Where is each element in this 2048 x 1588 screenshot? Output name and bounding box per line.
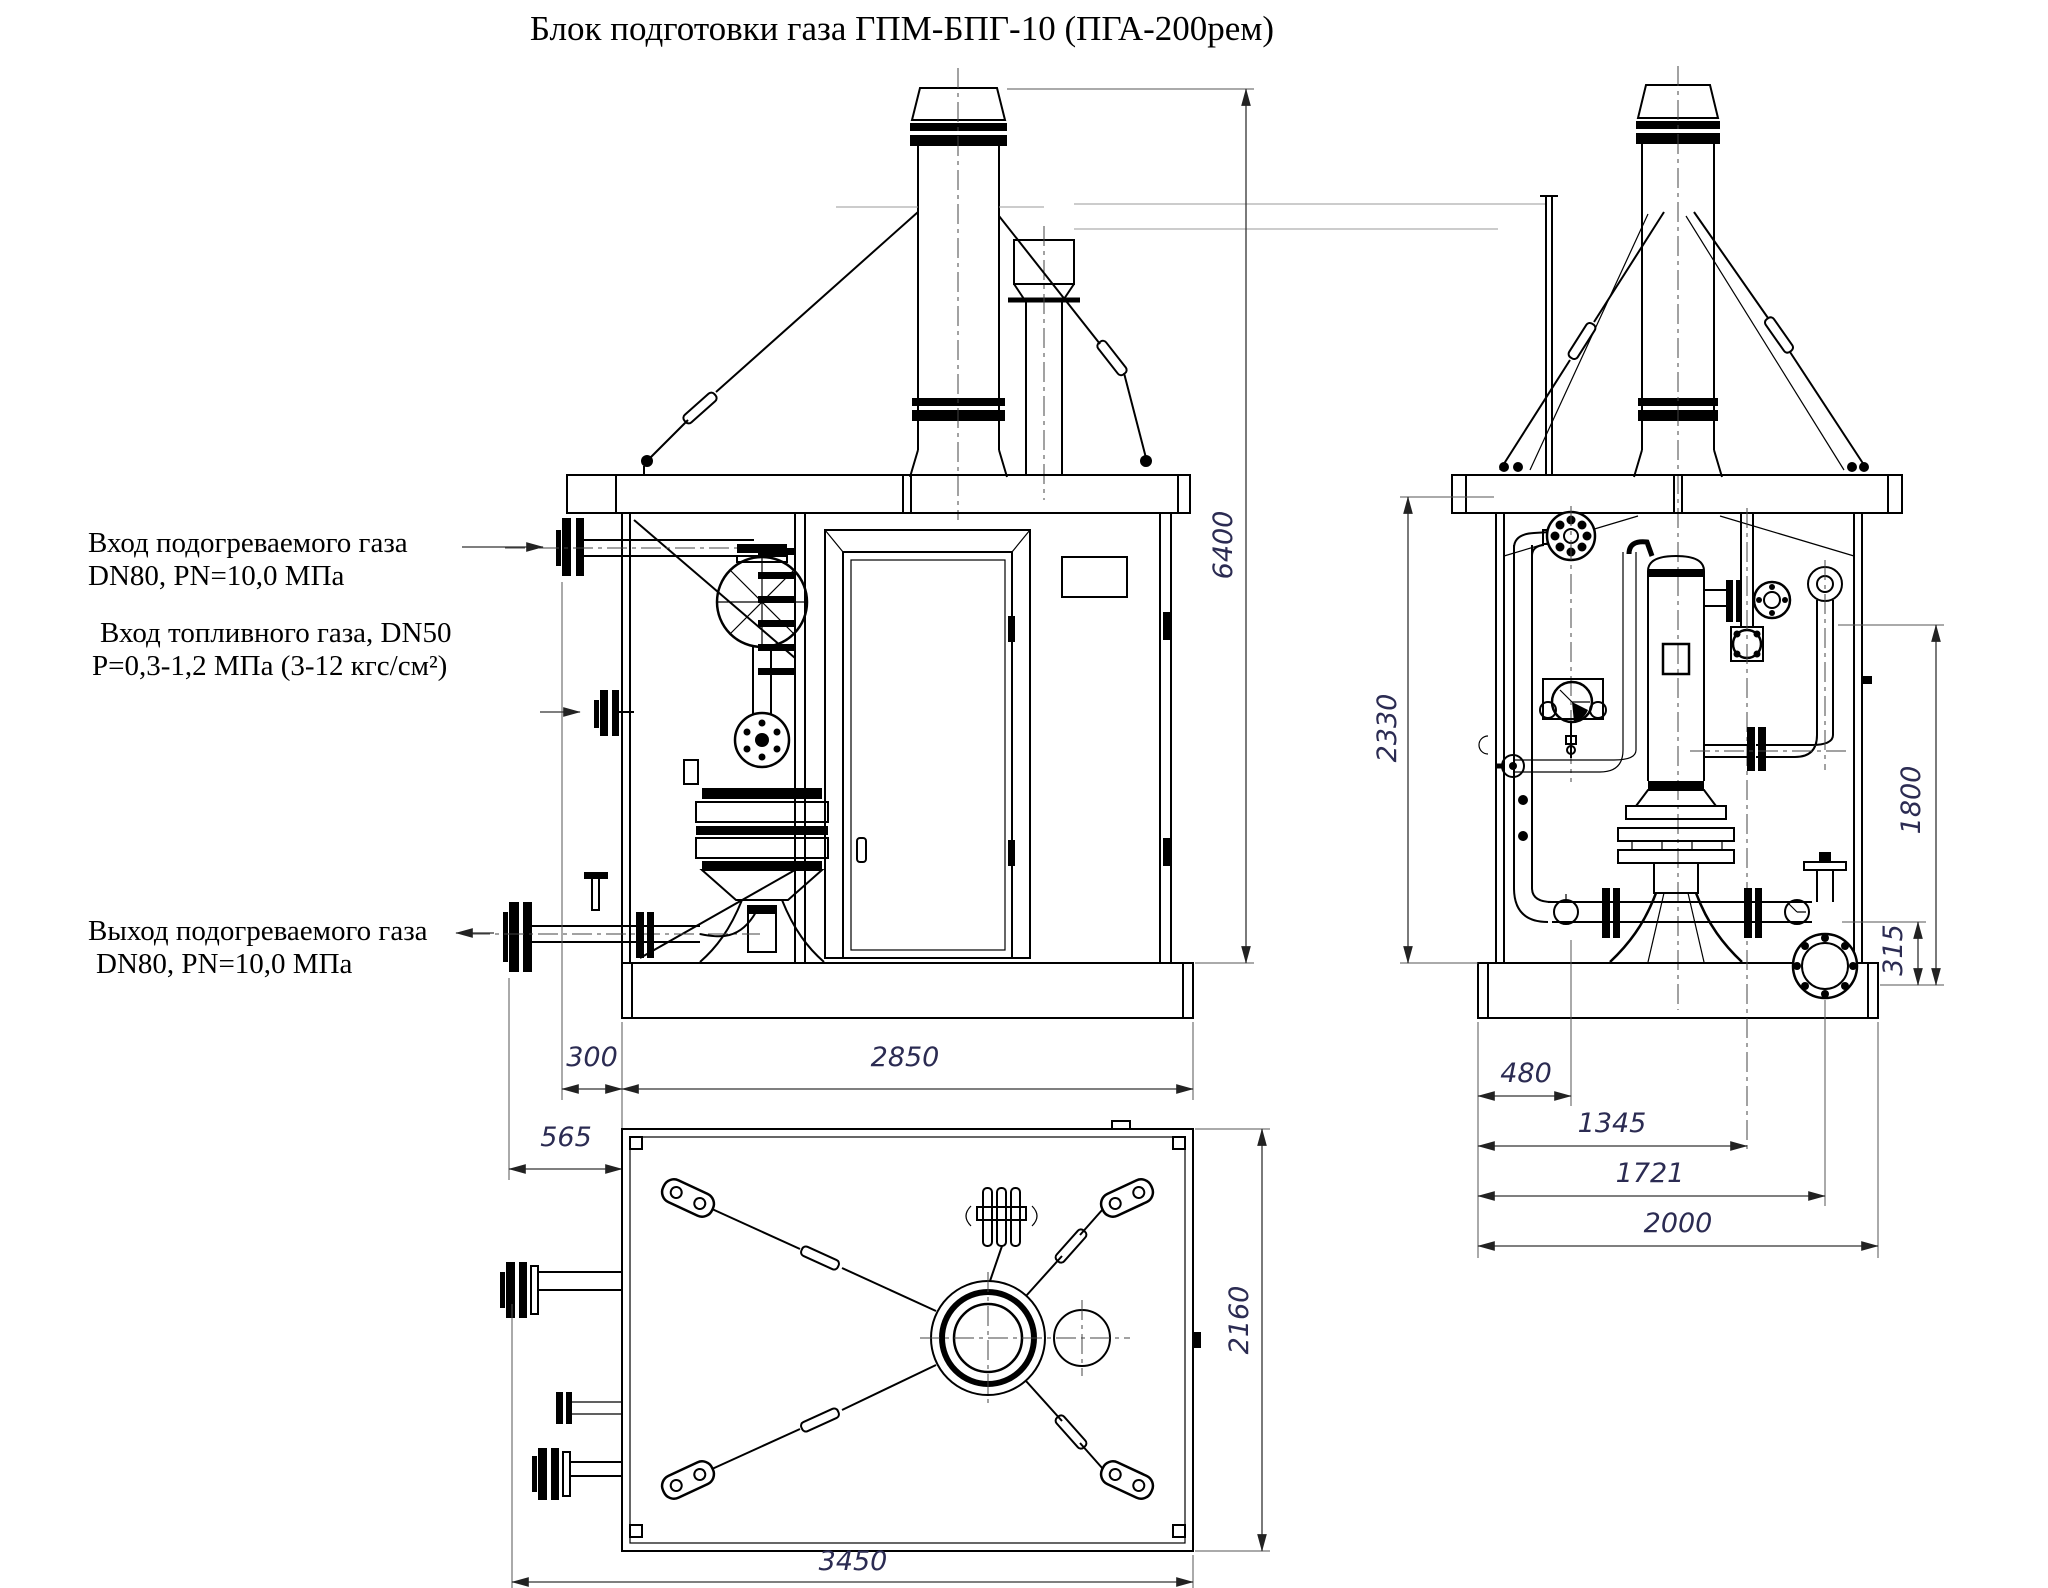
front-lifting-slings: [641, 212, 1152, 475]
side-lifting-beam: [1452, 475, 1902, 513]
front-inlet-flange: [505, 518, 770, 576]
side-lifting-slings: [1499, 196, 1869, 544]
dim-plan-depth: 2160: [1224, 1285, 1255, 1355]
dim-side-skid-width: 2000: [1643, 1208, 1713, 1239]
dim-front-outlet-offset: 565: [540, 1122, 592, 1153]
label-fuel-line2: Р=0,3-1,2 МПа (3-12 кгс/см²): [92, 650, 448, 682]
front-sign-plate: [1062, 557, 1127, 597]
side-chimney: [1634, 66, 1722, 1010]
side-bottom-manifold: [1548, 852, 1857, 998]
side-vent-pipe: [1497, 542, 1652, 777]
plan-pulley-block: [966, 1188, 1037, 1281]
plan-view: [500, 1121, 1270, 1588]
dim-side-pipe-offset: 1345: [1577, 1108, 1647, 1139]
side-pressure-gauge: [1540, 679, 1606, 758]
front-separator: [684, 760, 828, 962]
dim-front-inlet-offset: 300: [566, 1042, 618, 1073]
plan-left-flanges: [500, 1262, 622, 1500]
dim-side-pipe-height: 1800: [1896, 765, 1927, 835]
plan-lug-bl: [658, 1458, 717, 1503]
door-handle: [857, 838, 866, 862]
side-dims: [1372, 497, 1944, 1258]
plan-lug-tr: [1097, 1176, 1156, 1221]
front-door: [825, 530, 1030, 958]
front-base-skid: [622, 963, 1193, 1018]
dim-side-gauge-offset: 480: [1500, 1058, 1552, 1089]
front-view: [470, 68, 1546, 1180]
drawing-title: Блок подготовки газа ГПМ-БПГ-10 (ПГА-200рем): [529, 9, 1275, 48]
dim-overall-height: 6400: [1208, 510, 1239, 580]
side-frame: [1479, 513, 1872, 963]
front-lifting-beam: [567, 475, 1190, 513]
front-exhaust-pipe: [1008, 226, 1080, 500]
label-outlet-line1: Выход подогреваемого газа: [88, 915, 428, 947]
front-fuel-flange: [594, 690, 634, 736]
label-outlet-line2: DN80, PN=10,0 МПа: [96, 948, 353, 980]
dim-plan-length: 3450: [818, 1546, 888, 1577]
front-chimney: [910, 68, 1007, 520]
dim-side-valve-offset: 1721: [1615, 1158, 1685, 1189]
plan-lug-br: [1097, 1458, 1156, 1503]
plan-dims: [512, 1129, 1270, 1588]
side-view: [1372, 66, 1944, 1258]
side-door-handle: [1479, 736, 1488, 754]
dim-overall-height-group: [1007, 89, 1254, 963]
dim-front-base-length: 2850: [870, 1042, 940, 1073]
plan-chimney-opening: [920, 1272, 1130, 1404]
front-outlet-flange: [470, 872, 760, 972]
dim-side-frame-height: 2330: [1372, 693, 1403, 763]
label-inlet-line1: Вход подогреваемого газа: [88, 527, 408, 559]
front-equipment-bay: [634, 513, 805, 963]
plan-lug-tl: [658, 1176, 717, 1221]
label-fuel-line1: Вход топливного газа, DN50: [100, 617, 452, 649]
label-inlet-line2: DN80, PN=10,0 МПа: [88, 560, 345, 592]
dim-side-manifold-height: 315: [1878, 924, 1909, 976]
